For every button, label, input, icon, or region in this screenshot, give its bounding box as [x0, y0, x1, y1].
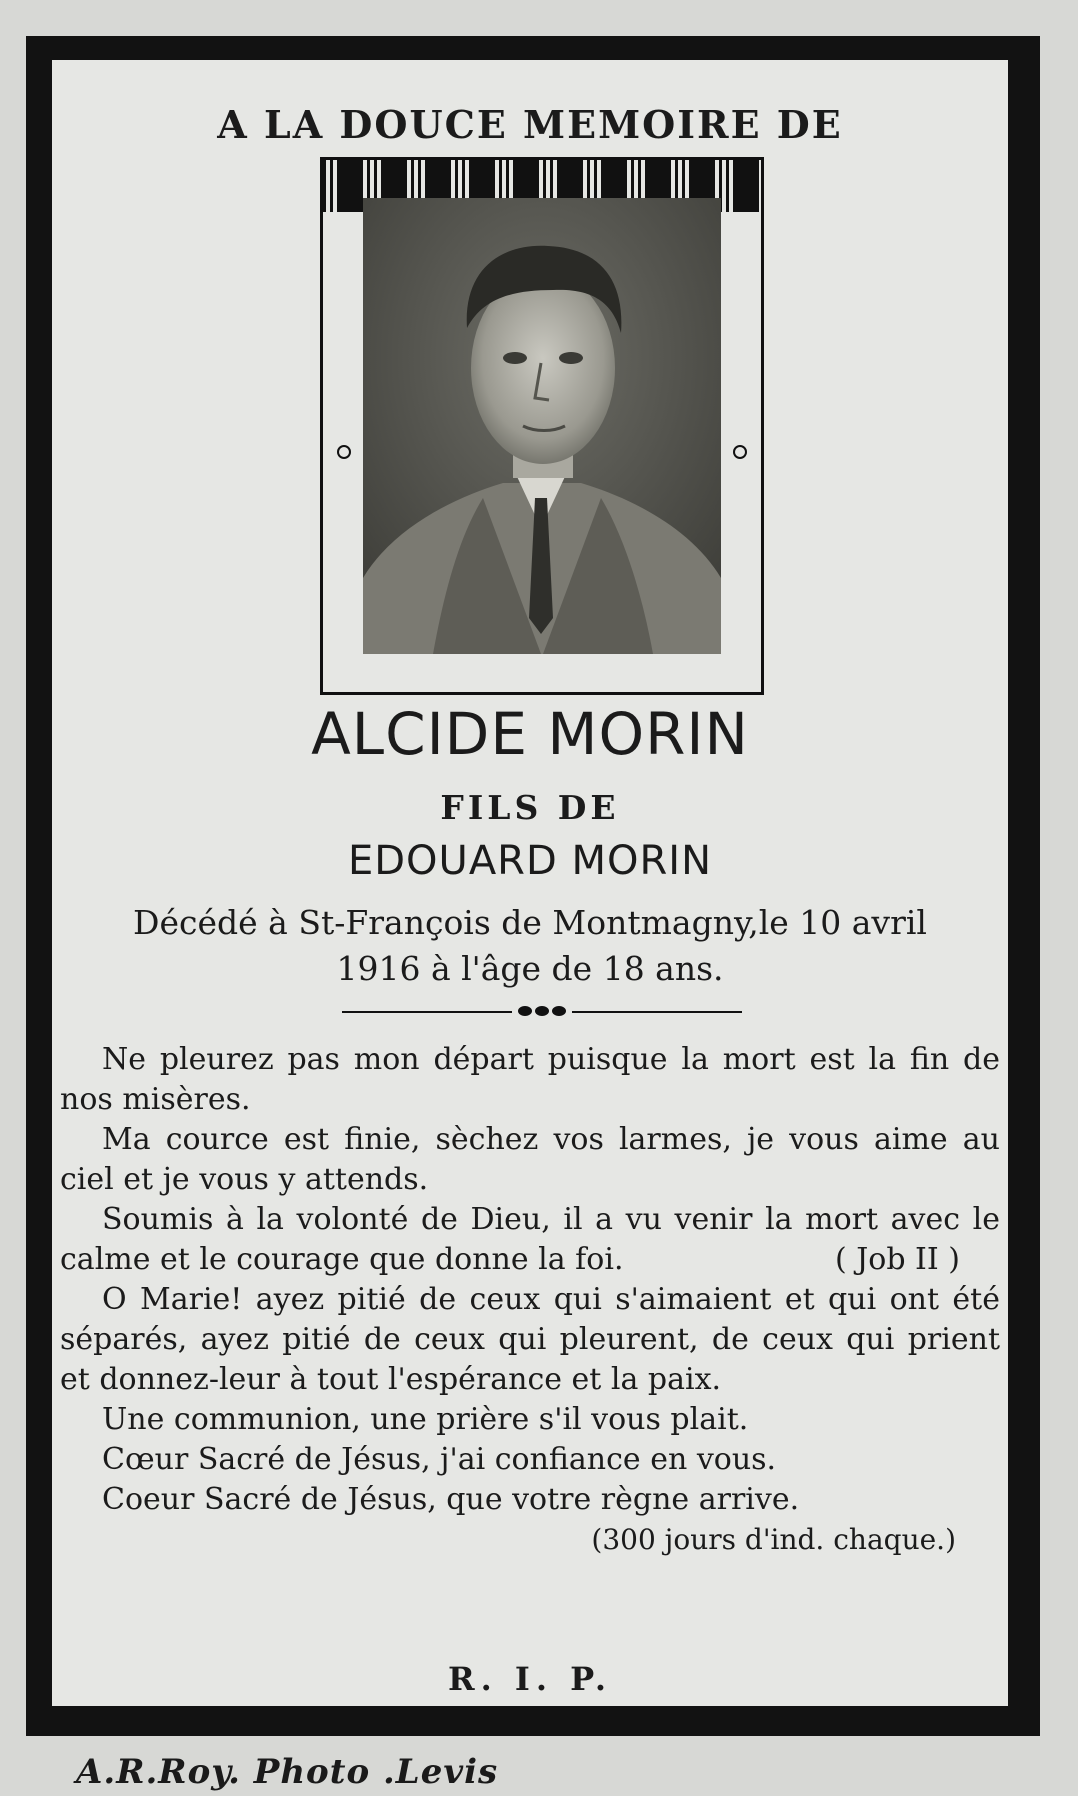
- death-line-2: 1916 à l'âge de 18 ans.: [336, 949, 724, 988]
- photographer-credit: A.R.Roy. Photo .Levis: [76, 1752, 499, 1792]
- paragraph-3: Soumis à la volonté de Dieu, il a vu venir la mort avec le calme et le courage que donne la foi.: [60, 1202, 1000, 1277]
- frame-ring-left: [337, 445, 351, 459]
- memorial-text: [60, 1040, 1000, 1560]
- paragraph-2: Ma cource est finie, sèchez vos larmes, je vous aime au ciel et je vous y attends.: [60, 1122, 1000, 1197]
- fret-border-top: [323, 160, 761, 186]
- indulgence-note: (300 jours d'ind. chaque.): [591, 1523, 956, 1556]
- communion-line: Une communion, une prière s'il vous plait.: [102, 1402, 749, 1437]
- frame-ring-right: [733, 445, 747, 459]
- fils-de-label: FILS DE: [440, 788, 620, 827]
- sacred-heart-line-1: Cœur Sacré de Jésus, j'ai confiance en vous.: [102, 1442, 777, 1477]
- job-reference: ( Job II ): [834, 1242, 960, 1277]
- card-content: [52, 60, 1008, 1706]
- ornament-dot: [518, 1006, 532, 1016]
- sacred-heart-line-2: Coeur Sacré de Jésus, que votre règne arrive.: [102, 1482, 800, 1517]
- rip-text: R. I. P.: [447, 1660, 613, 1698]
- portrait-photo: [363, 198, 721, 654]
- death-line-1: Décédé à St-François de Montmagny,le 10 avril: [133, 903, 927, 942]
- death-notice: [52, 900, 1008, 992]
- photo-frame: [320, 157, 764, 695]
- ornament-dot: [535, 1006, 549, 1016]
- portrait-illustration: [363, 198, 721, 654]
- divider-ornament: [512, 1006, 572, 1018]
- ornament-dot: [552, 1006, 566, 1016]
- memorial-card: [26, 36, 1040, 1736]
- father-name: EDOUARD MORIN: [347, 838, 712, 884]
- ornamental-divider: [342, 1006, 742, 1018]
- prayer-paragraph: O Marie! ayez pitié de ceux qui s'aimaient et qui ont été séparés, ayez pitié de ceux qui pleurent, de ceux qui prient et donnez-leur à tout l'espérance et la paix.: [60, 1282, 1000, 1397]
- deceased-name: ALCIDE MORIN: [311, 700, 749, 768]
- card-heading: A LA DOUCE MEMOIRE DE: [217, 102, 843, 147]
- paragraph-1: Ne pleurez pas mon départ puisque la mort est la fin de nos misères.: [60, 1042, 1000, 1117]
